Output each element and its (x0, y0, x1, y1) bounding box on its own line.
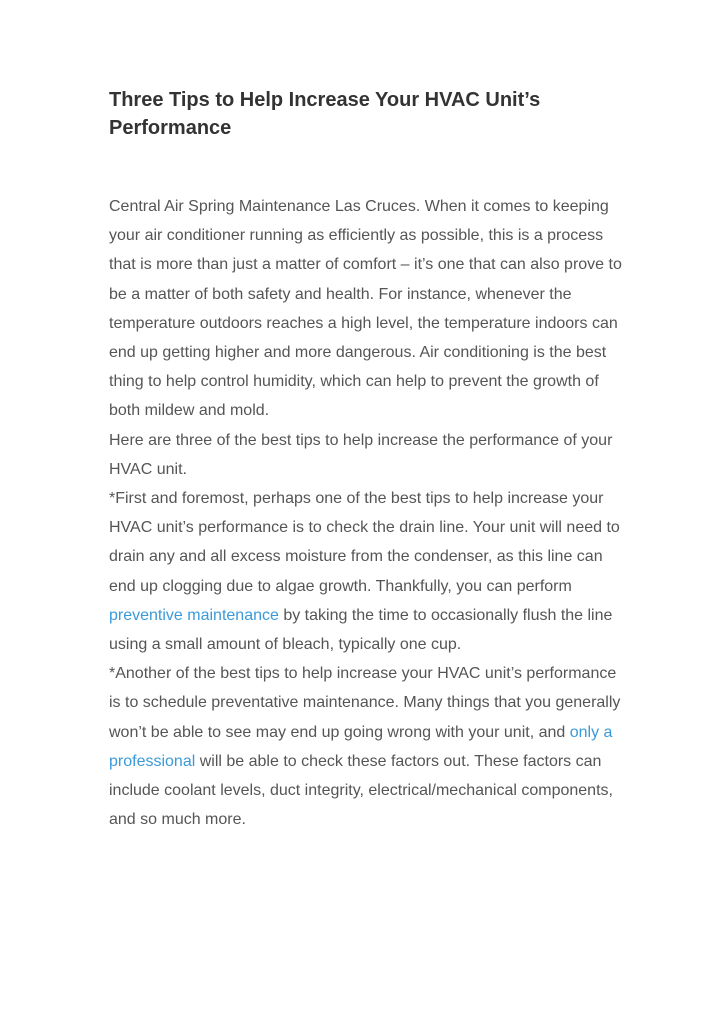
paragraph-text: by taking the time to occasionally flush the line using a small amount of bleach, typically one cup. (109, 606, 613, 654)
document-content (109, 86, 624, 834)
document-title: Three Tips to Help Increase Your HVAC Unit’s Performance (109, 89, 541, 139)
only-a-professional-link[interactable]: only a professional (109, 723, 613, 770)
paragraph-text: *First and foremost, perhaps one of the best tips to help increase your HVAC unit’s performance is to check the drain line. Your unit will need to drain any and all excess moisture from the condenser, as this line can end up clogging due to algae growth. Thankfully, you can perform (109, 490, 620, 595)
paragraph-tip-drain-line (109, 484, 624, 659)
preventive-maintenance-link[interactable]: preventive maintenance (109, 606, 279, 624)
paragraph-text: *Another of the best tips to help increase your HVAC unit’s performance is to schedule preventative maintenance. Many things that you generally won’t be able to see may end up going wrong with your unit, and (109, 665, 621, 741)
paragraph-tips-intro: Here are three of the best tips to help increase the performance of your HVAC unit. (109, 431, 613, 478)
paragraph-tip-schedule-maintenance (109, 659, 624, 834)
paragraph-intro: Central Air Spring Maintenance Las Cruces. When it comes to keeping your air conditioner running as efficiently as possible, this is a process that is more than just a matter of comfort – it’s one that can also prove to be a matter of both safety and health. For instance, whenever the temperature outdoors reaches a high level, the temperature indoors can end up getting higher and more dangerous. Air conditioning is the best thing to help control humidity, which can help to prevent the growth of both mildew and mold. (109, 198, 622, 420)
paragraph-text: will be able to check these factors out. These factors can include coolant levels, duct integrity, electrical/mechanical components, and so much more. (109, 752, 613, 829)
document-body (109, 192, 624, 834)
